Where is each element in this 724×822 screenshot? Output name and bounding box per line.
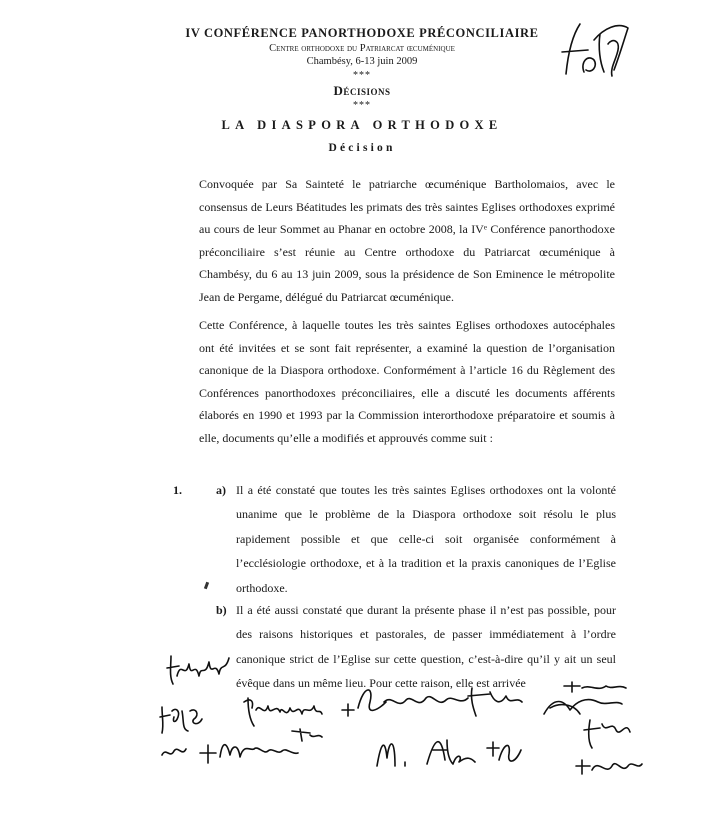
item-a-label: a) xyxy=(216,483,226,497)
item-a-text: Il a été constaté que toutes les très saintes Eglises orthodoxes ont la volonté unanime que le problème de la Diaspora orthodoxe soit résolu le plus rapidement possible et que celle-ci soit organisée conformément à l’ecclésiologie orthodoxe, et à la tradition et la praxis canoniques de l’Eglise orthodoxe. xyxy=(236,483,616,595)
conference-paragraph: Cette Conférence, à laquelle toutes les très saintes Eglises orthodoxes autocéphales ont été invitées et se sont fait représenter, a examiné la question de l’organisation canonique de la Diaspora orthodoxe. Conformément à l’article 16 du Règlement des Conférences panorthodoxes préconciliaires, elle a discuté les documents afférents élaborés en 1990 et 1993 par la Commission interorthodoxe préparatoire et soumis à elle, documents qu’elle a modifiés et approuvés comme suit : xyxy=(199,318,615,445)
separator: *** xyxy=(353,100,371,111)
signature-8 xyxy=(570,712,645,782)
signature-6 xyxy=(160,725,350,775)
decisions-heading: Décisions xyxy=(333,83,391,98)
separator: *** xyxy=(353,70,371,81)
conference-title: IV CONFÉRENCE PANORTHODOXE PRÉCONCILIAIRE xyxy=(185,26,539,40)
centre-name: Centre orthodoxe du Patriarcat œcuménique xyxy=(269,43,455,54)
item-number: 1. xyxy=(173,483,182,497)
signature-7 xyxy=(375,730,525,775)
ink-mark xyxy=(204,582,209,590)
place-date: Chambésy, 6-13 juin 2009 xyxy=(306,56,418,67)
subject-heading: LA DIASPORA ORTHODOXE xyxy=(221,118,503,132)
item-b-label: b) xyxy=(216,603,227,617)
top-right-signature xyxy=(554,14,634,84)
signature-1 xyxy=(163,650,233,690)
signature-4 xyxy=(340,680,525,720)
item-b-text: Il a été aussi constaté que durant la présente phase il n’est pas possible, pour des raisons historiques et pastorales, de passer immédiatement à l’ordre canonique strict de l’Eglise sur cette question, c’est-à-dire qu’il y ait un seul évêque dans un même lieu. Pour cette raison, elle est arrivée xyxy=(236,603,616,691)
intro-paragraph: Convoquée par Sa Sainteté le patriarche œcuménique Bartholomaios, avec le consensus de Leurs Béatitudes les primats des très saintes Eglises orthodoxes exprimé au cours de leur Sommet au Phanar en octobre 2008, la IVᵉ Conférence panorthodoxe préconciliaire s’est réunie au Centre orthodoxe du Patriarcat œcuménique à Chambésy, du 6 au 13 juin 2009, sous la présidence de Son Eminence le métropolite Jean de Pergame, délégué du Patriarcat œcuménique. xyxy=(199,177,615,304)
decision-heading: Décision xyxy=(328,142,396,154)
signature-3 xyxy=(240,690,325,730)
